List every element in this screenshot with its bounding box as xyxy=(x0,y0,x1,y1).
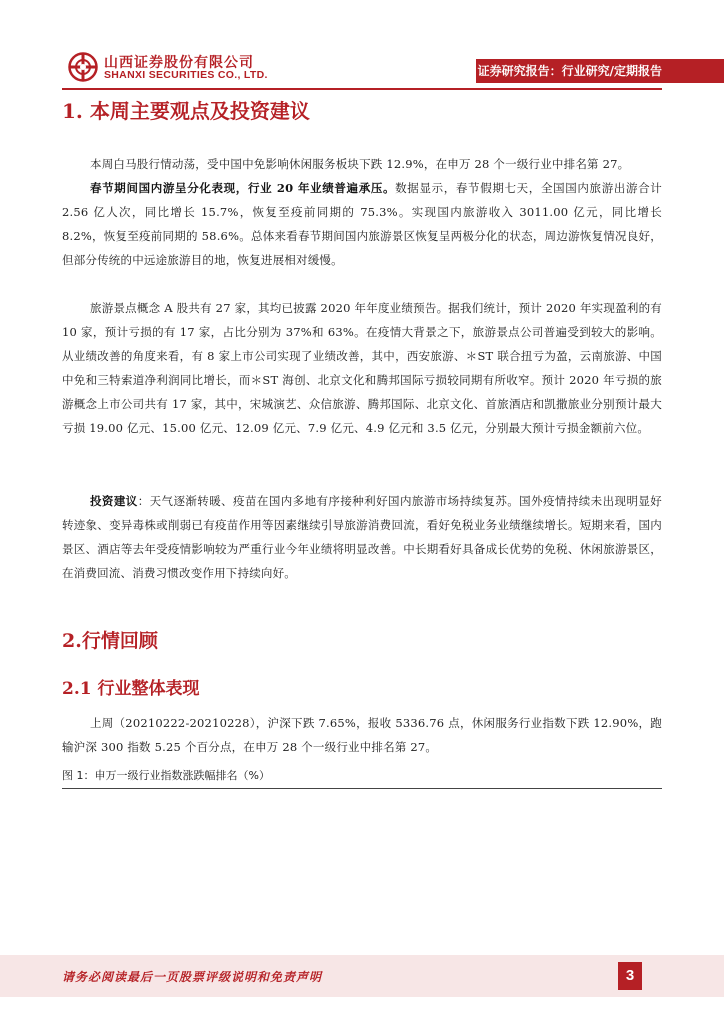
figure-caption: 图 1：申万一级行业指数涨跌幅排名（%） xyxy=(62,769,270,782)
paragraph-body: ：天气逐渐转暖、疫苗在国内多地有序接种利好国内旅游市场持续复苏。国外疫情持续未出现明显好转迹象、变异毒株或削弱已有疫苗作用等因素继续引导旅游消费回流，看好免税业务业绩继续增长。短期来看，国内景区、酒店等去年受疫情影响较为严重行业今年业绩将明显改善。中长期看好具备成长优势的免税、休闲旅游景区，在消费回流、消费习惯改变作用下持续向好。 xyxy=(62,494,662,580)
header-divider xyxy=(62,88,662,90)
paragraph-investment-advice xyxy=(62,489,662,585)
subsection-title-industry: 2.1 行业整体表现 xyxy=(62,679,200,699)
report-type-banner: 证券研究报告：行业研究/定期报告 xyxy=(476,59,724,83)
paragraph-scenic-spots: 旅游景点概念 A 股共有 27 家，其均已披露 2020 年年度业绩预告。据我们统计，预计 2020 年实现盈利的有 10 家，预计亏损的有 17 家，占比分别为 37%和 63%。在疫情大背景之下，旅游景点公司普遍受到较大的影响。从业绩改善的角度来看，有 8 家上市公司实现了业绩改善，其中，西安旅游、＊ST 联合扭亏为盈，云南旅游、中国中免和三特索道净利润同比增长，而＊ST 海创、北京文化和腾邦国际亏损较同期有所收窄。预计 2020 年亏损的旅游概念上市公司共有 17 家，其中，宋城演艺、众信旅游、腾邦国际、北京文化、首旅酒店和凯撒旅业分别预计最大亏损 19.00 亿元、15.00 亿元、12.09 亿元、7.9 亿元、4.9 亿元和 3.5 亿元，分别最大预计亏损金额前六位。 xyxy=(62,301,662,435)
section-title-main-view: 1. 本周主要观点及投资建议 xyxy=(62,99,310,123)
shanxi-securities-logo-icon xyxy=(68,52,98,82)
paragraph-lead-bold: 投资建议 xyxy=(90,494,138,508)
paragraph-body: 数据显示，春节假期七天，全国国内旅游出游合计 2.56 亿人次，同比增长 15.7%，恢复至疫前同期的 75.3%。实现国内旅游收入 3011.00 亿元，同比增长 8.2%，恢复至疫前同期的 58.6%。总体来看春节期间国内旅游景区恢复呈两极分化的状态，周边游恢复情况良好，但部分传统的中远途旅游目的地，恢复进展相对缓慢。 xyxy=(62,181,662,267)
paragraph-spring-festival xyxy=(62,176,662,272)
page-header xyxy=(0,0,724,92)
paragraph-weekly-summary: 本周白马股行情动荡，受中国中免影响休闲服务板块下跌 12.9%，在申万 28 个一级行业中排名第 27。 xyxy=(90,157,630,171)
figure-divider xyxy=(62,788,662,789)
page-footer xyxy=(0,955,724,997)
paragraph-lead-bold: 春节期间国内游呈分化表现，行业 20 年业绩普遍承压。 xyxy=(90,181,396,195)
section-title-market-review: 2.行情回顾 xyxy=(62,630,158,652)
footer-disclaimer: 请务必阅读最后一页股票评级说明和免责声明 xyxy=(62,970,323,984)
page-number: 3 xyxy=(618,962,642,990)
company-name-cn: 山西证券股份有限公司 xyxy=(104,55,254,71)
paragraph-market-performance: 上周（20210222-20210228），沪深下跌 7.65%，报收 5336.76 点，休闲服务行业指数下跌 12.90%，跑输沪深 300 指数 5.25 个百分点，在申万 28 个一级行业中排名第 27。 xyxy=(62,716,662,754)
company-name-en: SHANXI SECURITIES CO., LTD. xyxy=(104,69,268,81)
